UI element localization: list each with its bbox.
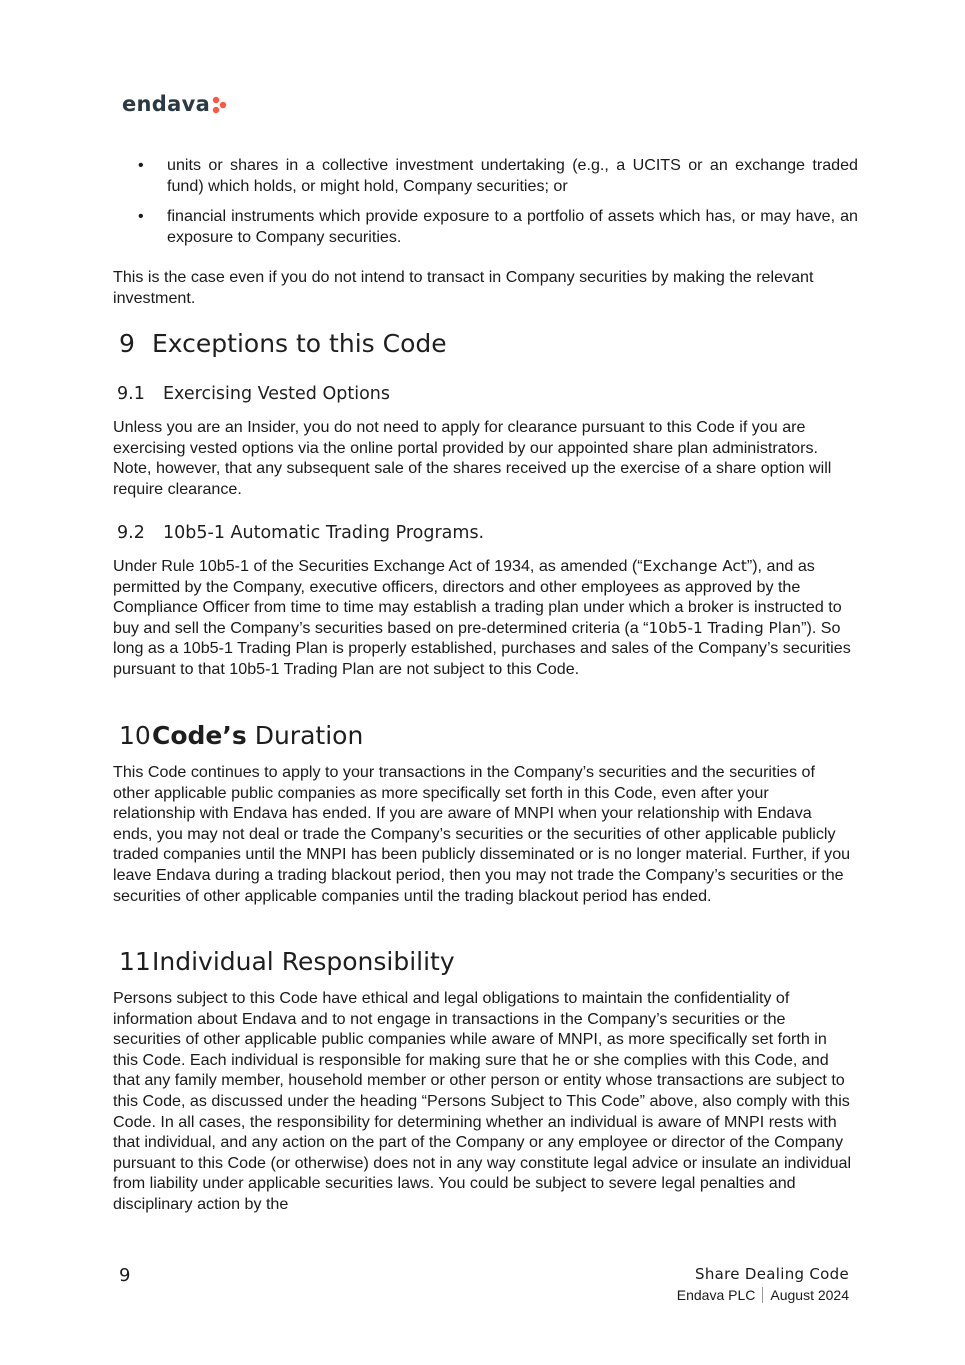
intro-paragraph: This is the case even if you do not intend to transact in Company securities by making the relevant investment. [113,268,814,307]
term-trading-plan: 10b5-1 Trading Plan [648,618,802,637]
page-number: 9 [119,1265,131,1286]
bullet-item: • financial instruments which provide exposure to a portfolio of assets which has, or may have, an exposure to Company securities. [138,207,858,246]
term-exchange-act: Exchange Act [642,557,747,575]
section-11-text: Persons subject to this Code have ethical and legal obligations to maintain the confidentiality of information about Endava and to not engage in transactions in the Company’s securities or the securities of other applicable public companies while aware of MNPI, as more specifically set forth in this Code. Each individual is responsible for making sure that he or she complies with this Code, and that any family member, household member or other person or entity whose transactions are subject to this Code, as discussed under the heading “Persons Subject to This Code” above, also comply with this Code. In all cases, the responsibility for determining whether an individual is aware of MNPI rests with that individual, and any action on the part of the Company or any employee or director of the Company pursuant to this Code (or otherwise) does not in any way constitute legal advice or insulate an individual from liability under applicable securities laws. You could be subject to severe legal penalties and disciplinary action by the [113,989,852,1213]
bullet-list [113,155,858,257]
bullet-item: • units or shares in a collective investment undertaking (e.g., a UCITS or an exchange traded fund) which holds, or might hold, Company securities; or [138,156,858,195]
section-11-heading: 11 Individual Responsibility [119,947,455,976]
endava-logo [122,92,228,116]
footer-doc-title: Share Dealing Code [695,1265,849,1283]
section-10-text: This Code continues to apply to your transactions in the Company’s securities and the securities of other applicable public companies as more specifically set forth in this Code, even after your relationship with Endava has ended. If you are aware of MNPI when your relationship with Endava ends, you may not deal or trade the Company’s securities or the securities of other applicable publicly traded companies until the MNPI has been publicly disseminated or is no longer material. Further, if you leave Endava during a trading blackout period, then you may not trade the Company’s securities or the securities of other applicable companies until the trading blackout period has ended. [113,763,851,905]
footer-meta [677,1287,849,1303]
section-9-1-text: Unless you are an Insider, you do not need to apply for clearance pursuant to this Code if you are exercising vested options via the online portal provided by our appointed share plan administrators. Note, however, that any subsequent sale of the shares received up the exercise of a share option will require clearance. [113,418,832,498]
logo-text: endava [122,92,211,116]
section-10-heading: 10 Code’s Duration [119,721,364,750]
footer-date: August 2024 [770,1287,849,1303]
footer-company: Endava PLC [676,1287,756,1303]
section-9-2-heading: 9.2 10b5-1 Automatic Trading Programs. [117,523,485,543]
section-9-1-heading: 9.1 Exercising Vested Options [117,384,390,404]
footer-divider [762,1287,763,1303]
section-9-heading: 9 Exceptions to this Code [119,329,447,358]
section-9-2-text: Under Rule 10b5-1 of the Securities Exchange Act of 1934, as amended (“Exchange Act”), and as permitted by the Company, executive officers, directors and other employees as approved by the Compliance Officer from time to time may establish a trading plan under which a broker is instructed to buy and sell the Company’s securities based on pre-determined criteria (a “10b5-1 Trading Plan”). So long as a 10b5-1 Trading Plan is properly established, purchases and sales of the Company’s securities pursuant to that 10b5-1 Trading Plan are not subject to this Code. [113,557,851,678]
logo-mark-icon [212,96,228,114]
